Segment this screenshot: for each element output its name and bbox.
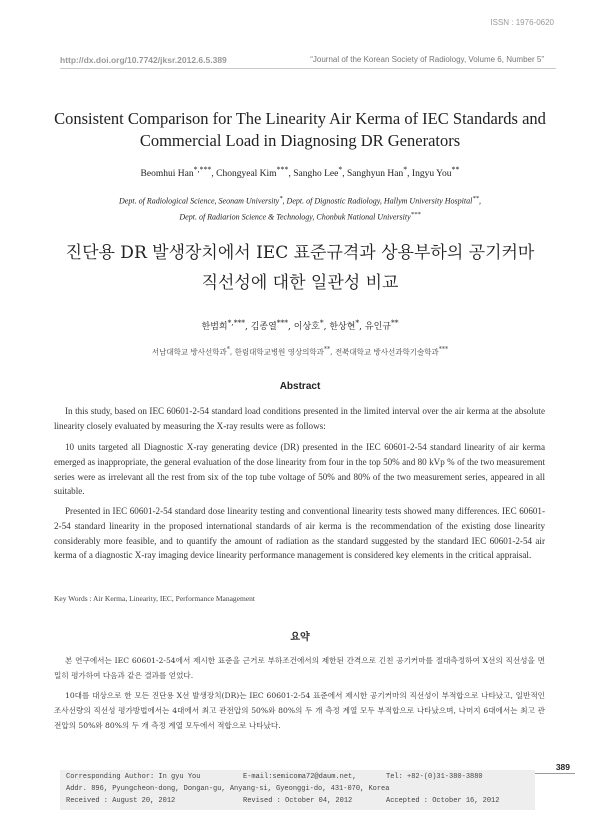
author-name: , 한상현	[323, 322, 356, 332]
author-name: , Sangho Lee	[288, 169, 339, 180]
affiliation-text: , Dept. of Dignostic Radiology, Hallym University Hospital	[282, 196, 473, 206]
journal-name: “Journal of the Korean Society of Radiology, Volume 6, Number 5”	[310, 55, 544, 64]
korean-abstract-text: 10대를 대상으로 한 모든 진단용 X선 발생장치(DR)는 IEC 60601-2-54 표준에서 제시한 공기커마의 직선성이 부적합으로 나타났고, 일반적인 조사선량의 직선성 평가방법에서는 4대에서 최고 관전압의 50%와 80%의 두 개 측정 계열 모두 부적합으로 나타났으며, 나머지 6대에서는 최고 관전압의 50%와 80%의 두 개 측정 계열 모두에서 적합으로 나타났다.	[54, 691, 545, 731]
affiliation-marker: *	[226, 346, 230, 353]
author-name: 한범희	[201, 322, 228, 332]
abstract-paragraph-1	[54, 404, 545, 434]
abstract-text: In this study, based on IEC 60601-2-54 standard load conditions presented in the limited interval over the air kerma at the absolute linearity closely evaluated by measuring the X-ray results were as follows:	[54, 406, 545, 431]
abstract-text: 10 units targeted all Diagnostic X-ray generating device (DR) presented in the IEC 60601-2-54 standard linearity of air kerma emerged as inappropriate, the general evaluation of the dose linearity from four in the top 50% and 80 kVp % of the two measurement series were as irrelevant all the rest from six of the top tube voltage of 50% and 80% of the two measurement series, appeared in all suitable.	[54, 442, 545, 497]
abstract-text: Presented in IEC 60601-2-54 standard dose linearity testing and conventional linearity tests showed many differences. IEC 60601-2-54 standard linearity in the proposed international standards of air kerma is the recommendation of the existing dose linearity considerably more feasible, and to quantify the amount of radiation as the standard suggested by the standard IEC 60601-2-54 air kerma of a diagnostic X-ray imaging device linearity performance management is considered key elements in the critical appraisal.	[54, 506, 545, 561]
author-name: , Chongyeal Kim	[211, 169, 277, 180]
page-number-rule	[535, 773, 575, 774]
author-marker: **	[390, 318, 399, 327]
paper-title-line-2: Commercial Load in Diagnosing DR Generators	[139, 131, 461, 150]
author-name: , 이상호	[288, 322, 320, 332]
address: Addr. 896, Pyungcheon-dong, Dongan-gu, Anyang-si, Gyeonggi-do, 431-070, Korea	[66, 785, 390, 793]
affiliation-text: 서남대학교 방사선학과	[151, 347, 227, 357]
affiliation-marker: **	[472, 195, 479, 202]
korean-affiliations	[40, 346, 560, 358]
author-marker: *	[403, 165, 408, 174]
received-date: Received : August 20, 2012	[66, 797, 176, 805]
affiliation-marker: *	[279, 195, 283, 202]
affiliation-line-2	[40, 208, 560, 224]
revised-date: Revised : October 04, 2012	[243, 797, 353, 805]
author-name: Beomhui Han	[140, 169, 194, 180]
abstract-paragraph-3	[54, 504, 545, 563]
affiliation-marker: **	[323, 346, 331, 353]
author-name: , 김종열	[244, 322, 277, 332]
abstract-paragraph-2	[54, 440, 545, 499]
abstract-heading: Abstract	[279, 381, 321, 392]
author-marker: *	[319, 318, 324, 327]
author-list	[40, 165, 560, 179]
korean-title-line-2: 직선성에 대한 일관성 비교	[201, 273, 399, 293]
author-name: , Sanghyun Han	[342, 169, 404, 180]
page-number: 389	[555, 762, 570, 772]
affiliation-marker: ***	[438, 346, 449, 353]
doi-link[interactable]: http://dx.doi.org/10.7742/jksr.2012.6.5.389	[60, 55, 227, 65]
korean-abstract-paragraph-2	[54, 688, 545, 734]
affiliation-text: , 한림대학교병원 영상의학과	[229, 347, 324, 357]
author-marker: *	[355, 318, 360, 327]
paper-title-line-1: Consistent Comparison for The Linearity Air Kerma of IEC Standards and	[54, 109, 546, 128]
header-divider	[60, 68, 556, 69]
issn: ISSN : 1976-0620	[490, 18, 554, 27]
email: E-mail:semicoma72@daum.net,	[243, 773, 357, 781]
affiliation-marker: ***	[410, 211, 421, 219]
author-marker: ***	[276, 318, 289, 327]
telephone: Tel: +82-(0)31-380-3880	[386, 773, 483, 781]
affiliation-line-1	[40, 192, 560, 208]
author-marker: **	[451, 165, 460, 174]
affiliation-text: Dept. of Radiological Science, Seonam University	[119, 196, 280, 206]
author-marker: *	[338, 165, 343, 174]
korean-title	[40, 238, 560, 298]
keywords: Key Words : Air Kerma, Linearity, IEC, Performance Management	[54, 594, 255, 603]
author-name: , 유인규	[359, 322, 391, 332]
korean-abstract-text: 본 연구에서는 IEC 60601-2-54에서 제시한 표준을 근거로 부하조건에서의 제한된 간격으로 긴친 공기커마를 절대측정하여 X선의 직선성을 면밀히 평가하여 다음과 같은 결과를 얻었다.	[54, 656, 545, 681]
korean-author-list	[40, 318, 560, 332]
korean-title-line-1: 진단용 DR 발생장치에서 IEC 표준규격과 상용부하의 공기커마	[65, 243, 535, 263]
author-marker: *,***	[193, 165, 212, 174]
accepted-date: Accepted : October 16, 2012	[386, 797, 500, 805]
korean-abstract-heading: 요약	[290, 632, 310, 643]
affiliation-text: Dept. of Radiarion Science & Technology, Chonbuk National University	[179, 212, 411, 222]
korean-abstract-paragraph-1	[54, 653, 545, 683]
affiliation-text: , 전북대학교 방사선과학기술학과	[330, 347, 439, 357]
author-marker: *,***	[227, 318, 245, 327]
author-marker: ***	[276, 165, 289, 174]
corresponding-author: Corresponding Author: In gyu You	[66, 773, 201, 781]
affiliations	[40, 192, 560, 224]
paper-title	[40, 108, 560, 152]
author-name: , Ingyu You	[407, 169, 452, 180]
affiliation-text: ,	[478, 196, 481, 206]
footer-box	[60, 770, 535, 810]
